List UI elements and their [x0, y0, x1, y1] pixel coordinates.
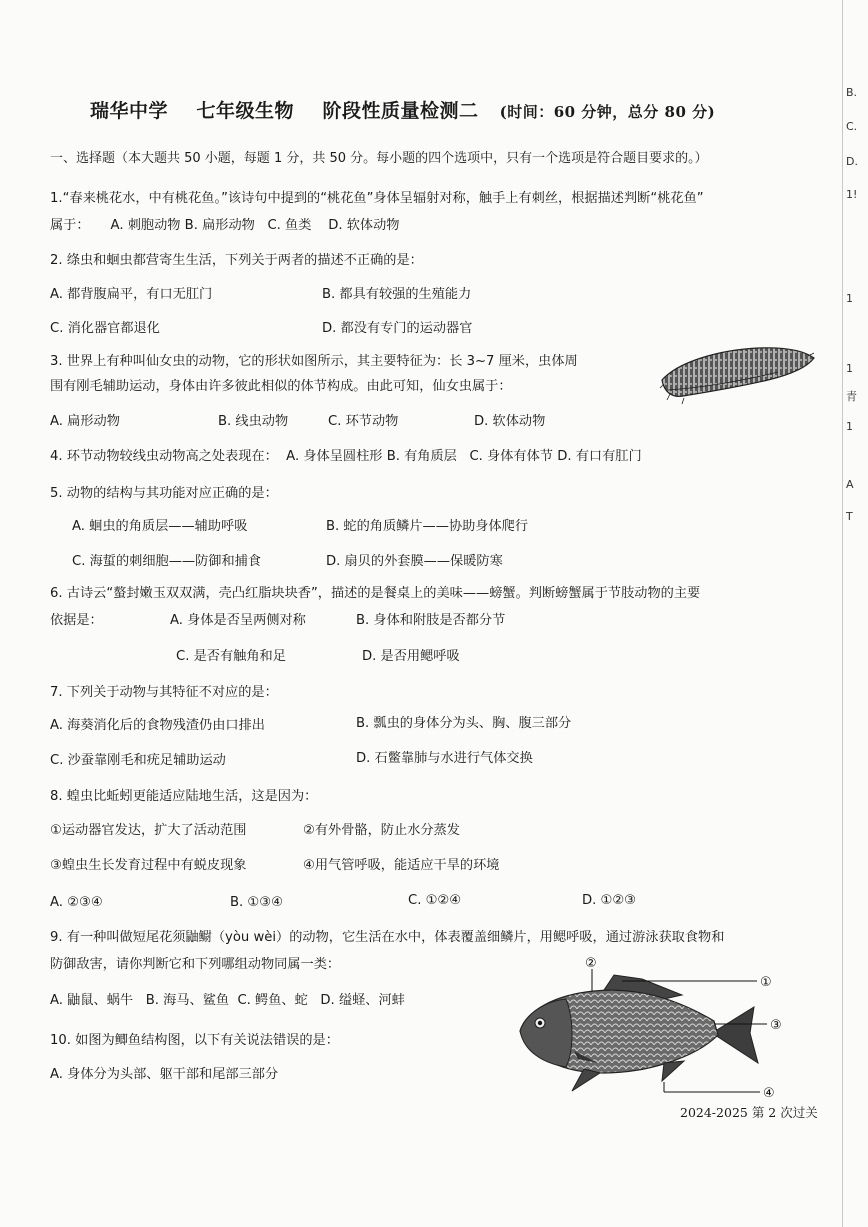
margin-char: D.	[846, 155, 858, 168]
fish-label-2: ②	[585, 956, 597, 971]
q8-option-a: A. ②③④	[50, 895, 103, 910]
q8-item-4: ④用气管呼吸，能适应干旱的环境	[303, 858, 500, 873]
q5-stem: 5. 动物的结构与其功能对应正确的是：	[50, 486, 278, 501]
q1-stem-line1: 1.“春来桃花水，中有桃花鱼。”该诗句中提到的“桃花鱼”身体呈辐射对称，触手上有刺丝，根据描述判断“桃花鱼”	[50, 191, 704, 206]
q9-stem-line1: 9. 有一种叫做短尾花须鼬鳚（yòu wèi）的动物，它生活在水中，体表覆盖细鳞片，用鳃呼吸，通过游泳获取食物和	[50, 930, 725, 945]
q8-option-d: D. ①②③	[582, 893, 637, 908]
q9-options	[50, 992, 405, 1010]
q7-option-a: A. 海葵消化后的食物残渣仍由口排出	[50, 718, 265, 733]
margin-char: T	[846, 510, 853, 523]
q6-option-c: C. 是否有触角和足	[176, 649, 286, 664]
q3-stem-line1: 3. 世界上有种叫仙女虫的动物，它的形状如图所示，其主要特征为：长 3~7 厘米，虫体周	[50, 354, 578, 369]
q8-option-c: C. ①②④	[408, 893, 462, 908]
q1-option-b: B. 扁形动物	[184, 218, 255, 233]
q4-option-a: A. 身体呈圆柱形	[286, 449, 383, 464]
q4-option-b: B. 有角质层	[386, 449, 457, 464]
q2-option-b: B. 都具有较强的生殖能力	[322, 287, 472, 302]
q8-item-1: ①运动器官发达，扩大了活动范围	[50, 823, 247, 838]
q7-option-d: D. 石鳖靠肺与水进行气体交换	[356, 751, 533, 766]
school-name: 瑞华中学	[90, 100, 169, 122]
q9-option-a: A. 鼬鼠、蜗牛	[50, 993, 134, 1008]
margin-char: 1!	[846, 188, 858, 201]
q7-option-b: B. 瓢虫的身体分为头、胸、腹三部分	[356, 716, 572, 731]
fish-label-1: ①	[760, 975, 772, 990]
q5-option-b: B. 蛇的角质鳞片——协助身体爬行	[326, 519, 529, 534]
margin-char: B.	[846, 86, 858, 99]
margin-char: C.	[846, 120, 858, 133]
q3-option-d: D. 软体动物	[474, 414, 546, 429]
q2-option-d: D. 都没有专门的运动器官	[322, 321, 473, 336]
q6-stem-line2: 依据是：	[50, 613, 103, 628]
margin-char: 1	[846, 420, 853, 433]
course-name: 七年级生物	[196, 100, 294, 122]
fish-label-3: ③	[770, 1018, 782, 1033]
q6-option-b: B. 身体和附肢是否都分节	[356, 613, 506, 628]
page-footer: 2024-2025 第 2 次过关	[680, 1105, 818, 1120]
exam-meta: (时间：60 分钟，总分 80 分)	[499, 103, 716, 121]
margin-char: A	[846, 478, 854, 491]
margin-char: 1	[846, 292, 853, 305]
q2-option-c: C. 消化器官都退化	[50, 321, 160, 336]
q1-option-c: C. 鱼类	[267, 218, 312, 233]
q6-option-d: D. 是否用鳃呼吸	[362, 649, 460, 664]
q4-stem-line: 4. 环节动物较线虫动物高之处表现在： A. 身体呈圆柱形 B. 有角质层 C. 身体有体节 D. 有口有肛门	[50, 449, 642, 464]
q6-option-a: A. 身体是否呈两侧对称	[170, 613, 306, 628]
q8-item-3: ③蝗虫生长发育过程中有蜕皮现象	[50, 858, 247, 873]
fish-label-4: ④	[763, 1086, 775, 1101]
q1-stem-line2: 属于： A. 刺胞动物 B. 扁形动物 C. 鱼类 D. 软体动物	[50, 218, 400, 233]
q1-option-d: D. 软体动物	[328, 218, 400, 233]
adjacent-page-edge	[838, 0, 868, 1227]
q5-option-c: C. 海蜇的刺细胞——防御和捕食	[72, 554, 262, 569]
q10-option-a: A. 身体分为头部、躯干部和尾部三部分	[50, 1067, 279, 1082]
q3-stem-line2: 围有刚毛辅助运动，身体由许多彼此相似的体节构成。由此可知，仙女虫属于：	[50, 379, 512, 394]
q4-option-c: C. 身体有体节	[469, 449, 553, 464]
q8-option-b: B. ①③④	[230, 895, 283, 910]
q2-option-a: A. 都背腹扁平，有口无肛门	[50, 287, 213, 302]
margin-char: 1	[846, 362, 853, 375]
q7-stem: 7. 下列关于动物与其特征不对应的是：	[50, 685, 278, 700]
q2-stem: 2. 绦虫和蛔虫都营寄生生活，下列关于两者的描述不正确的是：	[50, 253, 423, 268]
exam-title	[90, 96, 810, 123]
q5-option-d: D. 扇贝的外套膜——保暖防寒	[326, 554, 503, 569]
fairy-worm-illustration	[658, 340, 818, 408]
crucian-carp-diagram	[514, 955, 784, 1105]
exam-name: 阶段性质量检测二	[322, 100, 479, 122]
q3-option-b: B. 线虫动物	[218, 414, 289, 429]
q9-stem-line2: 防御敌害，请你判断它和下列哪组动物同属一类：	[50, 957, 341, 972]
q1-option-a: A. 刺胞动物	[110, 218, 181, 233]
q6-stem-line1: 6. 古诗云“螯封嫩玉双双满，壳凸红脂块块香”，描述的是餐桌上的美味——螃蟹。判断螃蟹属于节肢动物的主要	[50, 586, 701, 601]
section-heading: 一、选择题（本大题共 50 小题，每题 1 分，共 50 分。每小题的四个选项中，只有一个选项是符合题目要求的。）	[50, 151, 708, 166]
q9-option-c: C. 鳄鱼、蛇	[237, 993, 308, 1008]
q5-option-a: A. 蛔虫的角质层——辅助呼吸	[72, 519, 248, 534]
q8-item-2: ②有外骨骼，防止水分蒸发	[303, 823, 460, 838]
q7-option-c: C. 沙蚕靠刚毛和疣足辅助运动	[50, 753, 226, 768]
q8-stem: 8. 蝗虫比蚯蚓更能适应陆地生活，这是因为：	[50, 789, 318, 804]
q3-option-a: A. 扁形动物	[50, 414, 120, 429]
margin-char: 青	[846, 390, 857, 403]
q9-option-d: D. 缢蛏、河蚌	[320, 993, 405, 1008]
q4-option-d: D. 有口有肛门	[557, 449, 642, 464]
q3-option-c: C. 环节动物	[328, 414, 399, 429]
q10-stem: 10. 如图为鲫鱼结构图，以下有关说法错误的是：	[50, 1033, 339, 1048]
q9-option-b: B. 海马、鲨鱼	[145, 993, 230, 1008]
